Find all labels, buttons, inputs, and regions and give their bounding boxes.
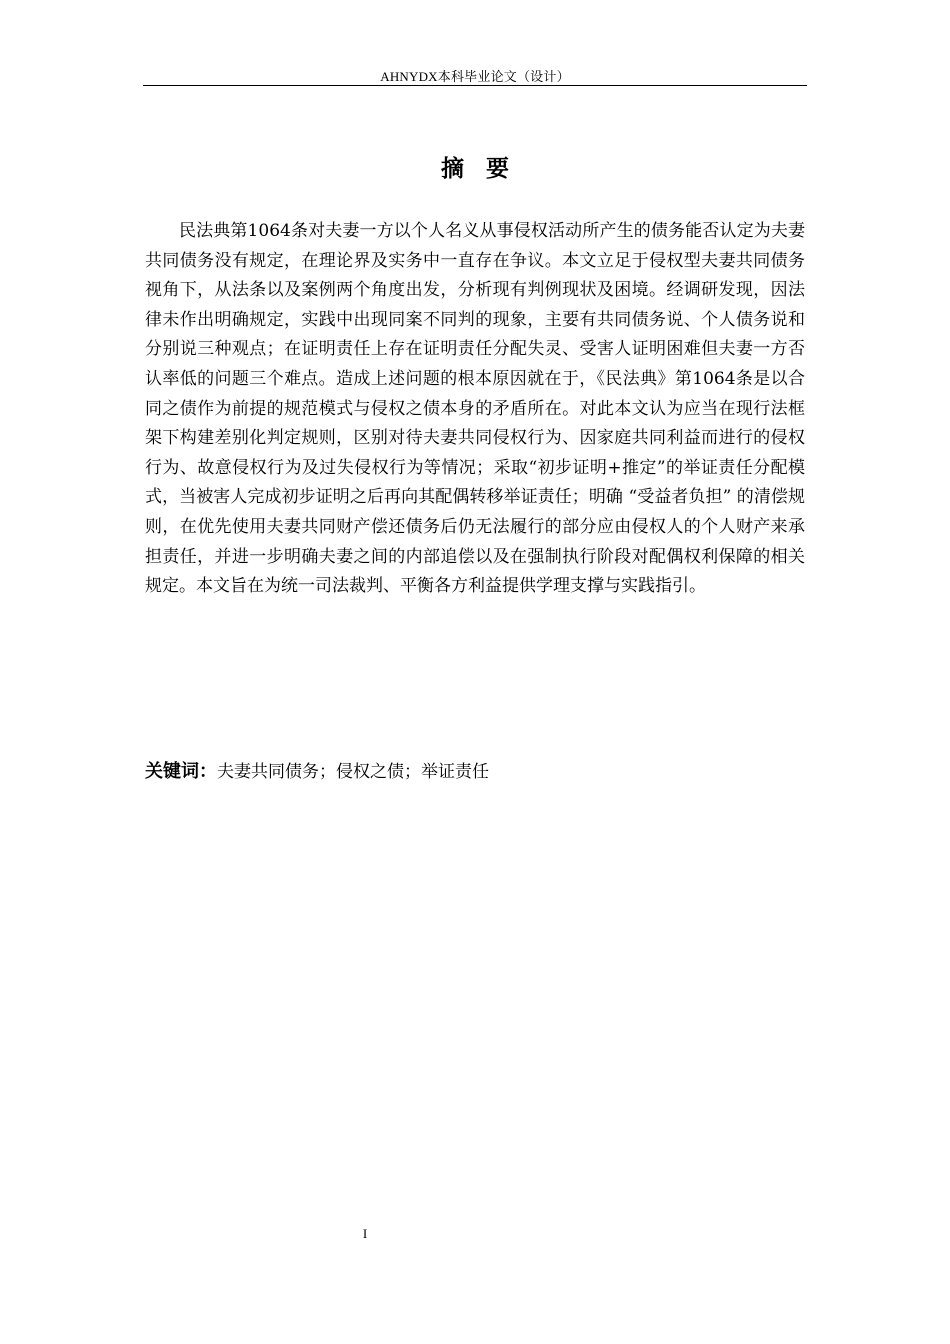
keywords-label: 关键词： [145, 761, 217, 782]
running-header: AHNYDX本科毕业论文（设计） [380, 69, 570, 84]
abstract-title: 摘要 [441, 156, 531, 182]
keywords-value: 夫妻共同债务；侵权之债；举证责任 [217, 762, 489, 782]
abstract-body: 民法典第1064条对夫妻一方以个人名义从事侵权活动所产生的债务能否认定为夫妻共同债务没有规定，在理论界及实务中一直存在争议。本文立足于侵权型夫妻共同债务视角下，从法条以及案例两个角度出发，分析现有判例现状及困境。经调研发现，因法律未作出明确规定，实践中出现同案不同判的现象，主要有共同债务说、个人债务说和分别说三种观点；在证明责任上存在证明责任分配失灵、受害人证明困难但夫妻一方否认率低的问题三个难点。造成上述问题的根本原因就在于，《民法典》第1064条是以合同之债作为前提的规范模式与侵权之债本身的矛盾所在。对此本文认为应当在现行法框架下构建差别化判定规则，区别对待夫妻共同侵权行为、因家庭共同利益而进行的侵权行为、故意侵权行为及过失侵权行为等情况；采取“初步证明+推定”的举证责任分配模式，当被害人完成初步证明之后再向其配偶转移举证责任；明确 “受益者负担” 的清偿规则，在优先使用夫妻共同财产偿还债务后仍无法履行的部分应由侵权人的个人财产来承担责任，并进一步明确夫妻之间的内部追偿以及在强制执行阶段对配偶权利保障的相关规定。本文旨在为统一司法裁判、平衡各方利益提供学理支撑与实践指引。 [145, 221, 805, 597]
keywords-line [145, 758, 805, 786]
header-divider [143, 85, 807, 86]
page-number: I [362, 1226, 368, 1241]
